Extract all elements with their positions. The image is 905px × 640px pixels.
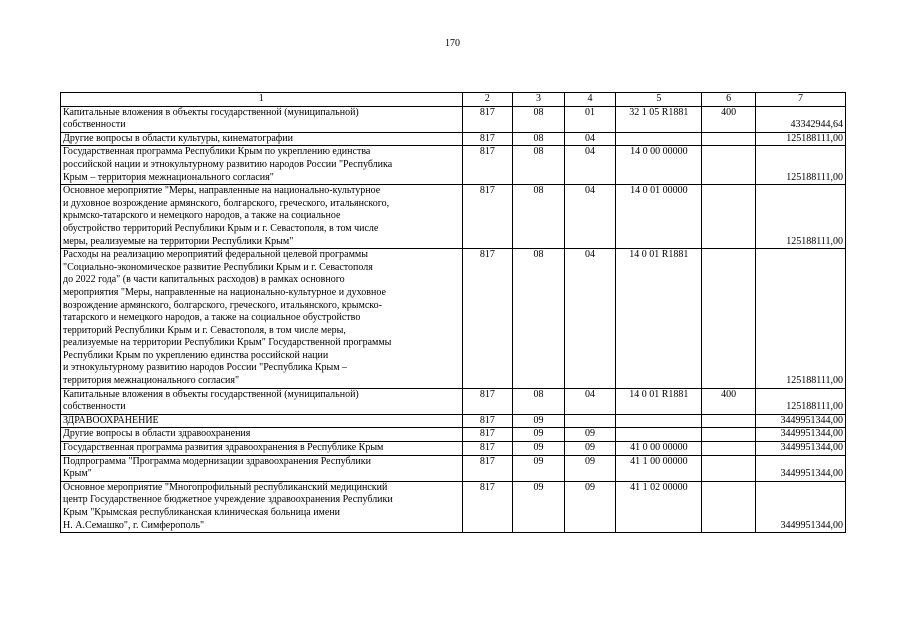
row-grbs-cell: 817: [462, 249, 513, 389]
row-vr-cell: [702, 414, 756, 428]
row-razdel-cell: 09: [513, 481, 565, 532]
row-podrazdel-cell: 09: [564, 455, 616, 481]
row-razdel-cell: 08: [513, 106, 565, 132]
row-razdel-cell: 08: [513, 388, 565, 414]
row-amount-cell: 125188111,00: [755, 132, 845, 146]
table-row: [61, 132, 846, 146]
row-amount-cell: 125188111,00: [755, 185, 845, 249]
row-grbs-cell: 817: [462, 146, 513, 185]
row-amount-cell: 43342944,64: [755, 106, 845, 132]
table-row: [61, 481, 846, 532]
row-tsr-cell: 41 0 00 00000: [616, 442, 702, 456]
row-name-cell: Государственная программа Республики Крым по укреплению единства российской нации и этнокультурному развитию народов России "Республика Крым – территория межнационального согласия": [61, 146, 463, 185]
table-row: [61, 249, 846, 389]
row-tsr-cell: 14 0 00 00000: [616, 146, 702, 185]
row-amount-cell: 125188111,00: [755, 388, 845, 414]
row-name-cell: ЗДРАВООХРАНЕНИЕ: [61, 414, 463, 428]
table-row: [61, 388, 846, 414]
row-vr-cell: 400: [702, 106, 756, 132]
column-header: 6: [702, 93, 756, 107]
table-row: [61, 442, 846, 456]
row-grbs-cell: 817: [462, 442, 513, 456]
row-tsr-cell: 14 0 01 00000: [616, 185, 702, 249]
row-razdel-cell: 08: [513, 249, 565, 389]
row-amount-cell: 3449951344,00: [755, 414, 845, 428]
row-name-cell: Основное мероприятие "Меры, направленные на национально-культурное и духовное возрождение армянского, болгарского, греческого, итальянского, крымско-татарского и немецкого народов, а также на социальное обустройство территорий Республики Крым и г. Севастополя, в том числе меры, реализуемые на территории Республики Крым": [61, 185, 463, 249]
column-header: 5: [616, 93, 702, 107]
row-podrazdel-cell: 09: [564, 428, 616, 442]
column-header: 1: [61, 93, 463, 107]
row-tsr-cell: 14 0 01 R1881: [616, 388, 702, 414]
row-vr-cell: [702, 481, 756, 532]
column-header: 7: [755, 93, 845, 107]
row-grbs-cell: 817: [462, 388, 513, 414]
page-number: 170: [445, 38, 460, 49]
row-razdel-cell: 08: [513, 185, 565, 249]
row-tsr-cell: 32 1 05 R1881: [616, 106, 702, 132]
row-vr-cell: [702, 249, 756, 389]
row-tsr-cell: 41 1 02 00000: [616, 481, 702, 532]
column-header: 2: [462, 93, 513, 107]
table-row: [61, 106, 846, 132]
budget-table: [60, 92, 846, 533]
row-razdel-cell: 09: [513, 428, 565, 442]
row-grbs-cell: 817: [462, 428, 513, 442]
row-grbs-cell: 817: [462, 481, 513, 532]
row-amount-cell: 125188111,00: [755, 146, 845, 185]
column-header: 3: [513, 93, 565, 107]
table-row: [61, 146, 846, 185]
row-amount-cell: 125188111,00: [755, 249, 845, 389]
table-row: [61, 428, 846, 442]
row-tsr-cell: [616, 428, 702, 442]
row-name-cell: Основное мероприятие "Многопрофильный республиканский медицинский центр Государственное бюджетное учреждение здравоохранения Республики Крым "Крымская республиканская клиническая больница имени Н. А.Семашко", г. Симферополь": [61, 481, 463, 532]
table-header-row: [61, 93, 846, 107]
table-row: [61, 414, 846, 428]
row-vr-cell: [702, 442, 756, 456]
row-vr-cell: [702, 455, 756, 481]
row-razdel-cell: 09: [513, 414, 565, 428]
row-podrazdel-cell: 09: [564, 481, 616, 532]
column-header: 4: [564, 93, 616, 107]
row-vr-cell: [702, 146, 756, 185]
row-razdel-cell: 09: [513, 442, 565, 456]
table-row: [61, 455, 846, 481]
row-name-cell: Капитальные вложения в объекты государственной (муниципальной) собственности: [61, 388, 463, 414]
table-row: [61, 185, 846, 249]
row-amount-cell: 3449951344,00: [755, 442, 845, 456]
row-podrazdel-cell: 04: [564, 249, 616, 389]
row-amount-cell: 3449951344,00: [755, 455, 845, 481]
row-amount-cell: 3449951344,00: [755, 481, 845, 532]
row-podrazdel-cell: 04: [564, 185, 616, 249]
row-tsr-cell: [616, 132, 702, 146]
row-name-cell: Расходы на реализацию мероприятий федеральной целевой программы "Социально-экономическое развитие Республики Крым и г. Севастополя до 2022 года" (в части капитальных расходов) в рамках основного мероприятия "Меры, направленные на национально-культурное и духовное возрождение армянского, болгарского, греческого, итальянского, крымско- татарского и немецкого народов, а также на социальное обустройство территорий Республики Крым и г. Севастополя, в том числе меры, реализуемые на территории Республики Крым" Государственной программы Республики Крым по укреплению единства российской нации и этнокультурному развитию народов России "Республика Крым – территория межнационального согласия": [61, 249, 463, 389]
row-vr-cell: 400: [702, 388, 756, 414]
row-tsr-cell: 14 0 01 R1881: [616, 249, 702, 389]
row-tsr-cell: 41 1 00 00000: [616, 455, 702, 481]
row-grbs-cell: 817: [462, 132, 513, 146]
row-name-cell: Капитальные вложения в объекты государственной (муниципальной) собственности: [61, 106, 463, 132]
row-podrazdel-cell: 04: [564, 388, 616, 414]
row-razdel-cell: 08: [513, 146, 565, 185]
row-vr-cell: [702, 132, 756, 146]
row-name-cell: Другие вопросы в области здравоохранения: [61, 428, 463, 442]
row-razdel-cell: 08: [513, 132, 565, 146]
row-grbs-cell: 817: [462, 455, 513, 481]
row-name-cell: Другие вопросы в области культуры, кинематографии: [61, 132, 463, 146]
row-podrazdel-cell: 01: [564, 106, 616, 132]
row-podrazdel-cell: 04: [564, 146, 616, 185]
row-amount-cell: 3449951344,00: [755, 428, 845, 442]
row-grbs-cell: 817: [462, 185, 513, 249]
row-name-cell: Подпрограмма "Программа модернизации здравоохранения Республики Крым": [61, 455, 463, 481]
row-razdel-cell: 09: [513, 455, 565, 481]
row-vr-cell: [702, 428, 756, 442]
row-grbs-cell: 817: [462, 414, 513, 428]
row-name-cell: Государственная программа развития здравоохранения в Республике Крым: [61, 442, 463, 456]
row-podrazdel-cell: 04: [564, 132, 616, 146]
row-tsr-cell: [616, 414, 702, 428]
row-podrazdel-cell: [564, 414, 616, 428]
row-vr-cell: [702, 185, 756, 249]
row-grbs-cell: 817: [462, 106, 513, 132]
row-podrazdel-cell: 09: [564, 442, 616, 456]
